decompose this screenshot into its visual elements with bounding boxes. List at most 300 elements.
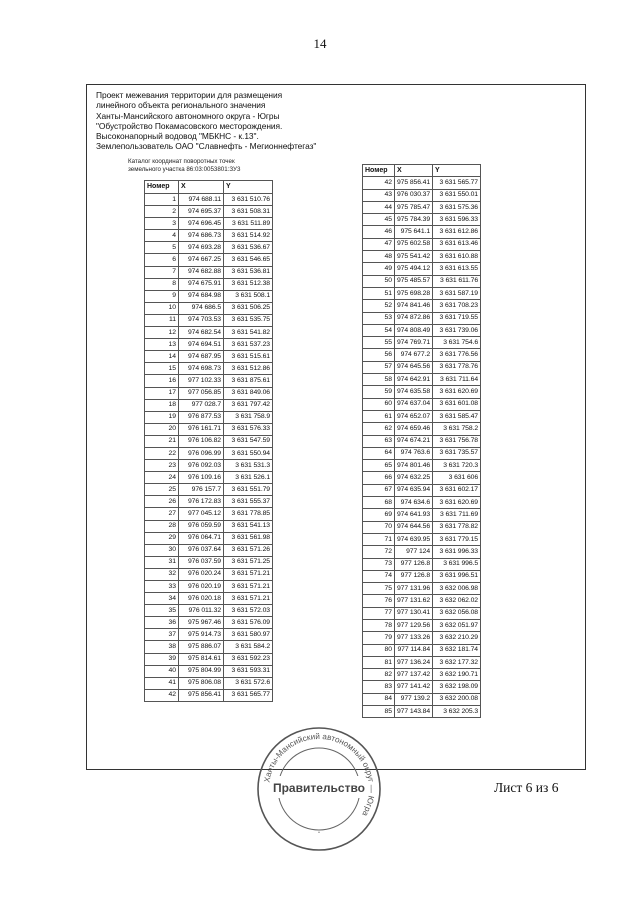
cell-y: 3 631 531.3 bbox=[224, 460, 273, 472]
cell-num: 13 bbox=[145, 339, 179, 351]
cell-num: 16 bbox=[145, 375, 179, 387]
table-row bbox=[363, 706, 481, 718]
table-row bbox=[145, 206, 273, 218]
table-row bbox=[145, 363, 273, 375]
cell-x: 974 686.73 bbox=[179, 230, 224, 242]
cell-y: 3 631 711.64 bbox=[433, 374, 481, 386]
cell-x: 974 637.04 bbox=[395, 398, 433, 410]
cell-num: 39 bbox=[145, 653, 179, 665]
cell-x: 975 602.58 bbox=[395, 238, 433, 250]
table-row bbox=[363, 484, 481, 496]
cell-num: 54 bbox=[363, 324, 395, 336]
table-row bbox=[145, 605, 273, 617]
cell-x: 977 136.24 bbox=[395, 656, 433, 668]
cell-x: 974 696.45 bbox=[179, 218, 224, 230]
cell-x: 974 688.11 bbox=[179, 194, 224, 206]
cell-num: 3 bbox=[145, 218, 179, 230]
cell-x: 974 674.21 bbox=[395, 435, 433, 447]
col-header-y: Y bbox=[224, 181, 273, 194]
cell-y: 3 632 181.74 bbox=[433, 644, 481, 656]
table-row bbox=[363, 275, 481, 287]
cell-x: 975 967.46 bbox=[179, 617, 224, 629]
cell-num: 7 bbox=[145, 266, 179, 278]
cell-x: 974 667.25 bbox=[179, 254, 224, 266]
cell-y: 3 631 593.31 bbox=[224, 665, 273, 677]
cell-num: 17 bbox=[145, 387, 179, 399]
cell-x: 976 092.03 bbox=[179, 460, 224, 472]
cell-y: 3 631 550.94 bbox=[224, 447, 273, 459]
table-row bbox=[363, 435, 481, 447]
cell-y: 3 631 536.67 bbox=[224, 242, 273, 254]
table-row bbox=[363, 656, 481, 668]
table-row bbox=[145, 435, 273, 447]
cell-num: 43 bbox=[363, 189, 395, 201]
cell-x: 977 028.7 bbox=[179, 399, 224, 411]
header-line: Ханты-Мансийского автономного округа - Югры bbox=[96, 110, 280, 121]
cell-num: 61 bbox=[363, 410, 395, 422]
cell-x: 974 687.95 bbox=[179, 351, 224, 363]
cell-y: 3 631 571.21 bbox=[224, 593, 273, 605]
cell-num: 80 bbox=[363, 644, 395, 656]
table-row bbox=[363, 226, 481, 238]
cell-x: 977 141.42 bbox=[395, 681, 433, 693]
cell-num: 5 bbox=[145, 242, 179, 254]
table-row bbox=[145, 629, 273, 641]
cell-num: 20 bbox=[145, 423, 179, 435]
cell-y: 3 631 620.69 bbox=[433, 497, 481, 509]
cell-x: 976 106.82 bbox=[179, 435, 224, 447]
cell-x: 976 109.16 bbox=[179, 472, 224, 484]
table-row bbox=[145, 302, 273, 314]
cell-num: 40 bbox=[145, 665, 179, 677]
cell-x: 976 877.53 bbox=[179, 411, 224, 423]
cell-num: 36 bbox=[145, 617, 179, 629]
cell-num: 72 bbox=[363, 546, 395, 558]
col-header-num: Номер bbox=[145, 181, 179, 194]
cell-y: 3 632 198.09 bbox=[433, 681, 481, 693]
cell-y: 3 631 778.85 bbox=[224, 508, 273, 520]
cell-y: 3 631 585.47 bbox=[433, 410, 481, 422]
cell-y: 3 631 561.98 bbox=[224, 532, 273, 544]
cell-num: 58 bbox=[363, 374, 395, 386]
cell-x: 977 131.96 bbox=[395, 583, 433, 595]
cell-x: 975 641.1 bbox=[395, 226, 433, 238]
cell-x: 974 684.98 bbox=[179, 290, 224, 302]
cell-x: 977 124 bbox=[395, 546, 433, 558]
table-row bbox=[363, 214, 481, 226]
cell-y: 3 631 512.38 bbox=[224, 278, 273, 290]
cell-x: 977 114.84 bbox=[395, 644, 433, 656]
cell-x: 975 814.61 bbox=[179, 653, 224, 665]
cell-x: 975 806.08 bbox=[179, 677, 224, 689]
cell-x: 974 639.95 bbox=[395, 533, 433, 545]
cell-num: 67 bbox=[363, 484, 395, 496]
cell-num: 9 bbox=[145, 290, 179, 302]
cell-y: 3 631 613.55 bbox=[433, 263, 481, 275]
cell-y: 3 631 547.59 bbox=[224, 435, 273, 447]
cell-x: 976 172.83 bbox=[179, 496, 224, 508]
cell-x: 975 856.41 bbox=[179, 689, 224, 701]
cell-num: 31 bbox=[145, 556, 179, 568]
table-row bbox=[145, 266, 273, 278]
cell-y: 3 631 535.75 bbox=[224, 314, 273, 326]
cell-num: 50 bbox=[363, 275, 395, 287]
cell-x: 976 157.7 bbox=[179, 484, 224, 496]
cell-x: 974 635.58 bbox=[395, 386, 433, 398]
table-row bbox=[363, 669, 481, 681]
cell-y: 3 631 778.76 bbox=[433, 361, 481, 373]
table-row bbox=[145, 544, 273, 556]
cell-num: 25 bbox=[145, 484, 179, 496]
table-row bbox=[363, 398, 481, 410]
header-line: "Обустройство Покамасовского месторождения. bbox=[96, 120, 283, 131]
catalog-title-line: Каталог координат поворотных точек bbox=[128, 158, 235, 165]
table-row bbox=[363, 263, 481, 275]
cell-x: 975 886.07 bbox=[179, 641, 224, 653]
table-row bbox=[363, 349, 481, 361]
cell-y: 3 631 571.21 bbox=[224, 568, 273, 580]
cell-y: 3 631 735.57 bbox=[433, 447, 481, 459]
table-row bbox=[363, 681, 481, 693]
cell-y: 3 631 576.33 bbox=[224, 423, 273, 435]
cell-num: 55 bbox=[363, 337, 395, 349]
col-header-x: X bbox=[395, 165, 433, 177]
cell-y: 3 632 205.3 bbox=[433, 706, 481, 718]
table-row bbox=[363, 644, 481, 656]
cell-x: 976 161.71 bbox=[179, 423, 224, 435]
table-row bbox=[363, 570, 481, 582]
cell-y: 3 631 555.37 bbox=[224, 496, 273, 508]
cell-y: 3 631 572.6 bbox=[224, 677, 273, 689]
cell-num: 49 bbox=[363, 263, 395, 275]
table-row bbox=[363, 558, 481, 570]
cell-x: 974 694.51 bbox=[179, 339, 224, 351]
cell-x: 974 698.73 bbox=[179, 363, 224, 375]
cell-x: 974 677.2 bbox=[395, 349, 433, 361]
cell-y: 3 631 550.01 bbox=[433, 189, 481, 201]
cell-num: 81 bbox=[363, 656, 395, 668]
stamp-dot: • bbox=[318, 830, 320, 836]
cell-y: 3 631 754.6 bbox=[433, 337, 481, 349]
table-header-row bbox=[363, 165, 481, 177]
table-row bbox=[145, 327, 273, 339]
cell-num: 37 bbox=[145, 629, 179, 641]
cell-x: 977 045.12 bbox=[179, 508, 224, 520]
table-row bbox=[363, 201, 481, 213]
cell-num: 44 bbox=[363, 201, 395, 213]
table-row bbox=[363, 410, 481, 422]
cell-y: 3 631 596.33 bbox=[433, 214, 481, 226]
table-row bbox=[363, 251, 481, 263]
catalog-title-line: земельного участка 86:03:0053801:ЗУ3 bbox=[128, 165, 241, 173]
cell-num: 42 bbox=[145, 689, 179, 701]
table-row bbox=[145, 351, 273, 363]
cell-num: 2 bbox=[145, 206, 179, 218]
cell-x: 976 030.37 bbox=[395, 189, 433, 201]
cell-num: 70 bbox=[363, 521, 395, 533]
cell-y: 3 632 062.02 bbox=[433, 595, 481, 607]
table-row bbox=[363, 595, 481, 607]
cell-num: 60 bbox=[363, 398, 395, 410]
cell-num: 52 bbox=[363, 300, 395, 312]
table-row bbox=[145, 484, 273, 496]
cell-num: 26 bbox=[145, 496, 179, 508]
cell-y: 3 632 200.08 bbox=[433, 693, 481, 705]
cell-y: 3 631 508.1 bbox=[224, 290, 273, 302]
cell-num: 85 bbox=[363, 706, 395, 718]
cell-x: 977 130.41 bbox=[395, 607, 433, 619]
cell-x: 974 642.91 bbox=[395, 374, 433, 386]
table-row bbox=[363, 693, 481, 705]
cell-num: 76 bbox=[363, 595, 395, 607]
cell-y: 3 631 576.09 bbox=[224, 617, 273, 629]
cell-num: 12 bbox=[145, 327, 179, 339]
cell-x: 976 096.99 bbox=[179, 447, 224, 459]
table-row bbox=[363, 423, 481, 435]
cell-y: 3 631 601.08 bbox=[433, 398, 481, 410]
cell-num: 38 bbox=[145, 641, 179, 653]
cell-x: 974 703.53 bbox=[179, 314, 224, 326]
cell-x: 975 698.28 bbox=[395, 287, 433, 299]
cell-num: 33 bbox=[145, 581, 179, 593]
col-header-num: Номер bbox=[363, 165, 395, 177]
cell-x: 976 020.18 bbox=[179, 593, 224, 605]
cell-num: 56 bbox=[363, 349, 395, 361]
cell-num: 11 bbox=[145, 314, 179, 326]
catalog-title bbox=[128, 158, 278, 173]
cell-num: 73 bbox=[363, 558, 395, 570]
cell-y: 3 631 546.65 bbox=[224, 254, 273, 266]
cell-y: 3 631 797.42 bbox=[224, 399, 273, 411]
cell-x: 974 632.25 bbox=[395, 472, 433, 484]
cell-x: 974 641.93 bbox=[395, 509, 433, 521]
cell-num: 14 bbox=[145, 351, 179, 363]
table-row bbox=[145, 290, 273, 302]
cell-num: 84 bbox=[363, 693, 395, 705]
cell-num: 65 bbox=[363, 460, 395, 472]
cell-y: 3 632 177.32 bbox=[433, 656, 481, 668]
table-row bbox=[145, 496, 273, 508]
cell-num: 47 bbox=[363, 238, 395, 250]
project-header bbox=[96, 90, 356, 152]
cell-num: 66 bbox=[363, 472, 395, 484]
cell-y: 3 632 051.97 bbox=[433, 619, 481, 631]
table-row bbox=[145, 460, 273, 472]
header-line: Землепользователь ОАО "Славнефть - Мегионнефтегаз" bbox=[96, 141, 317, 152]
table-row bbox=[363, 521, 481, 533]
cell-x: 977 131.62 bbox=[395, 595, 433, 607]
table-row bbox=[145, 254, 273, 266]
sheet-label: Лист 6 из 6 bbox=[494, 780, 559, 795]
cell-num: 74 bbox=[363, 570, 395, 582]
cell-y: 3 631 996.51 bbox=[433, 570, 481, 582]
cell-x: 974 693.28 bbox=[179, 242, 224, 254]
cell-y: 3 631 537.23 bbox=[224, 339, 273, 351]
table-row bbox=[363, 583, 481, 595]
table-row bbox=[145, 339, 273, 351]
cell-y: 3 632 210.29 bbox=[433, 632, 481, 644]
cell-x: 974 635.94 bbox=[395, 484, 433, 496]
table-row bbox=[363, 619, 481, 631]
cell-x: 976 011.32 bbox=[179, 605, 224, 617]
cell-y: 3 631 602.17 bbox=[433, 484, 481, 496]
cell-num: 22 bbox=[145, 447, 179, 459]
cell-x: 975 784.39 bbox=[395, 214, 433, 226]
cell-num: 29 bbox=[145, 532, 179, 544]
table-row bbox=[363, 509, 481, 521]
table-row bbox=[145, 230, 273, 242]
table-row bbox=[363, 546, 481, 558]
cell-x: 975 494.12 bbox=[395, 263, 433, 275]
cell-y: 3 631 511.89 bbox=[224, 218, 273, 230]
table-row bbox=[363, 189, 481, 201]
cell-x: 976 064.71 bbox=[179, 532, 224, 544]
table-row bbox=[363, 374, 481, 386]
cell-x: 974 652.07 bbox=[395, 410, 433, 422]
cell-num: 6 bbox=[145, 254, 179, 266]
cell-y: 3 631 996.5 bbox=[433, 558, 481, 570]
cell-y: 3 632 006.98 bbox=[433, 583, 481, 595]
cell-num: 45 bbox=[363, 214, 395, 226]
table-row bbox=[145, 375, 273, 387]
cell-y: 3 631 515.61 bbox=[224, 351, 273, 363]
cell-x: 977 126.8 bbox=[395, 558, 433, 570]
table-row bbox=[363, 497, 481, 509]
cell-x: 974 763.6 bbox=[395, 447, 433, 459]
table-row bbox=[145, 399, 273, 411]
cell-y: 3 632 190.71 bbox=[433, 669, 481, 681]
cell-y: 3 631 758.9 bbox=[224, 411, 273, 423]
cell-x: 974 801.46 bbox=[395, 460, 433, 472]
cell-x: 975 541.42 bbox=[395, 251, 433, 263]
table-row bbox=[145, 447, 273, 459]
cell-x: 977 129.56 bbox=[395, 619, 433, 631]
cell-y: 3 631 606 bbox=[433, 472, 481, 484]
coordinates-table-left bbox=[144, 180, 273, 702]
cell-y: 3 631 779.15 bbox=[433, 533, 481, 545]
table-row bbox=[363, 300, 481, 312]
cell-y: 3 631 571.21 bbox=[224, 581, 273, 593]
cell-num: 64 bbox=[363, 447, 395, 459]
cell-num: 30 bbox=[145, 544, 179, 556]
cell-x: 975 804.99 bbox=[179, 665, 224, 677]
cell-x: 976 059.59 bbox=[179, 520, 224, 532]
cell-x: 977 056.85 bbox=[179, 387, 224, 399]
table-row bbox=[145, 472, 273, 484]
cell-num: 63 bbox=[363, 435, 395, 447]
cell-num: 83 bbox=[363, 681, 395, 693]
header-line: Проект межевания территории для размещения bbox=[96, 90, 283, 100]
cell-y: 3 631 756.78 bbox=[433, 435, 481, 447]
cell-x: 977 133.26 bbox=[395, 632, 433, 644]
cell-x: 975 856.41 bbox=[395, 177, 433, 189]
cell-num: 41 bbox=[145, 677, 179, 689]
cell-y: 3 631 512.86 bbox=[224, 363, 273, 375]
table-row bbox=[145, 532, 273, 544]
table-row bbox=[145, 411, 273, 423]
table-row bbox=[363, 472, 481, 484]
cell-y: 3 631 551.79 bbox=[224, 484, 273, 496]
cell-num: 77 bbox=[363, 607, 395, 619]
table-row bbox=[363, 287, 481, 299]
table-row bbox=[145, 508, 273, 520]
table-row bbox=[363, 337, 481, 349]
coordinates-table-right bbox=[362, 164, 481, 718]
stamp-ring-text: Ханты-Мансийский автономный округ — Югра bbox=[262, 731, 377, 818]
table-row bbox=[363, 312, 481, 324]
cell-y: 3 631 620.69 bbox=[433, 386, 481, 398]
cell-num: 68 bbox=[363, 497, 395, 509]
cell-num: 1 bbox=[145, 194, 179, 206]
table-row bbox=[145, 689, 273, 701]
cell-y: 3 631 541.13 bbox=[224, 520, 273, 532]
cell-x: 974 769.71 bbox=[395, 337, 433, 349]
table-row bbox=[145, 641, 273, 653]
cell-x: 974 682.54 bbox=[179, 327, 224, 339]
cell-num: 71 bbox=[363, 533, 395, 545]
table-row bbox=[363, 607, 481, 619]
cell-x: 975 914.73 bbox=[179, 629, 224, 641]
cell-y: 3 631 996.33 bbox=[433, 546, 481, 558]
stamp-center-text: Правительство bbox=[272, 781, 366, 795]
cell-y: 3 631 708.23 bbox=[433, 300, 481, 312]
cell-num: 82 bbox=[363, 669, 395, 681]
cell-y: 3 631 610.88 bbox=[433, 251, 481, 263]
cell-num: 15 bbox=[145, 363, 179, 375]
cell-x: 976 020.19 bbox=[179, 581, 224, 593]
cell-x: 974 644.56 bbox=[395, 521, 433, 533]
cell-y: 3 631 612.86 bbox=[433, 226, 481, 238]
cell-y: 3 631 571.25 bbox=[224, 556, 273, 568]
cell-y: 3 631 580.97 bbox=[224, 629, 273, 641]
cell-num: 34 bbox=[145, 593, 179, 605]
cell-num: 79 bbox=[363, 632, 395, 644]
table-row bbox=[145, 568, 273, 580]
cell-y: 3 631 508.31 bbox=[224, 206, 273, 218]
cell-num: 51 bbox=[363, 287, 395, 299]
cell-y: 3 632 056.08 bbox=[433, 607, 481, 619]
table-row bbox=[145, 314, 273, 326]
cell-y: 3 631 575.36 bbox=[433, 201, 481, 213]
cell-y: 3 631 587.19 bbox=[433, 287, 481, 299]
cell-num: 24 bbox=[145, 472, 179, 484]
cell-num: 19 bbox=[145, 411, 179, 423]
cell-num: 18 bbox=[145, 399, 179, 411]
cell-y: 3 631 720.3 bbox=[433, 460, 481, 472]
table-row bbox=[363, 386, 481, 398]
table-row bbox=[363, 533, 481, 545]
table-row bbox=[363, 324, 481, 336]
table-header-row bbox=[145, 181, 273, 194]
cell-x: 974 808.49 bbox=[395, 324, 433, 336]
cell-num: 35 bbox=[145, 605, 179, 617]
table-row bbox=[363, 632, 481, 644]
cell-y: 3 631 611.76 bbox=[433, 275, 481, 287]
cell-x: 974 634.6 bbox=[395, 497, 433, 509]
cell-y: 3 631 758.2 bbox=[433, 423, 481, 435]
table-row bbox=[145, 218, 273, 230]
cell-num: 32 bbox=[145, 568, 179, 580]
cell-num: 4 bbox=[145, 230, 179, 242]
table-row bbox=[145, 423, 273, 435]
cell-y: 3 631 565.77 bbox=[224, 689, 273, 701]
cell-x: 974 686.5 bbox=[179, 302, 224, 314]
cell-num: 78 bbox=[363, 619, 395, 631]
cell-x: 977 139.2 bbox=[395, 693, 433, 705]
cell-x: 977 126.8 bbox=[395, 570, 433, 582]
table-row bbox=[145, 581, 273, 593]
col-header-y: Y bbox=[433, 165, 481, 177]
